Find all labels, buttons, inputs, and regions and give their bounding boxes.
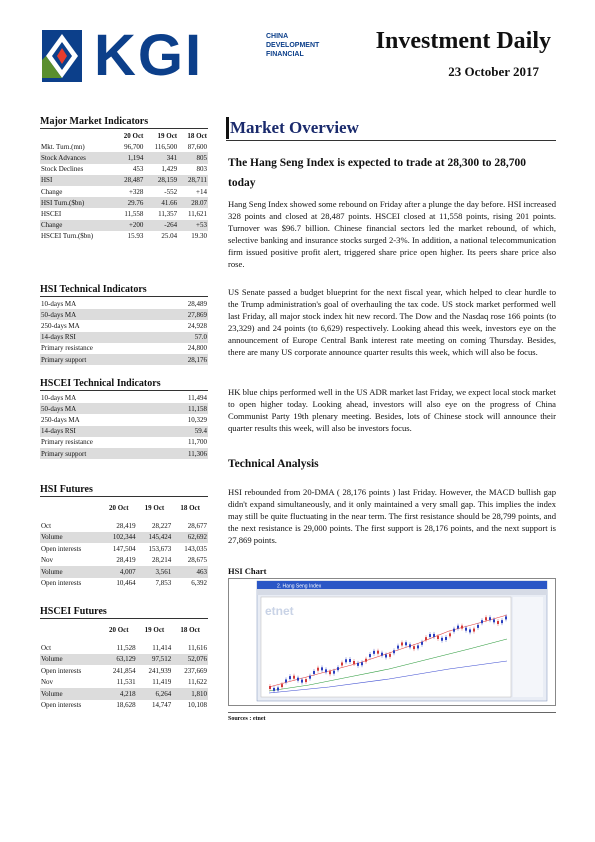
table-row [40, 677, 208, 689]
row-label: 250-days MA [41, 415, 80, 424]
column-header: 18 Oct [187, 131, 207, 140]
row-label: Nov [41, 678, 54, 687]
table-cell: 1,810 [172, 688, 208, 700]
chart-watermark: etnet [265, 604, 294, 618]
column-header: 19 Oct [144, 626, 165, 634]
table-cell: 11,414 [152, 643, 172, 652]
table-cell: 7,853 [155, 579, 172, 588]
table-cell: 102,344 [101, 532, 137, 544]
logo-wordmark: KGI [94, 23, 204, 88]
row-label: Primary resistance [41, 344, 93, 353]
row-label: Volume [40, 654, 101, 666]
table-cell: 28,227 [152, 521, 172, 530]
table-cell: 10,108 [187, 701, 207, 710]
table-row [40, 688, 208, 700]
table-cell: 153,673 [148, 544, 172, 553]
table-cell: 52,076 [172, 654, 208, 666]
row-label: HSI Turn.($bn) [40, 197, 115, 208]
table-row [40, 566, 208, 578]
table-cell: 11,531 [116, 678, 136, 687]
table-cell: +328 [128, 187, 144, 196]
hscei-technical-table [40, 392, 208, 459]
table-row [40, 220, 208, 231]
table-cell: 11,622 [188, 678, 207, 687]
hsi-chart-image [228, 578, 556, 706]
table-cell: 57.0 [160, 332, 208, 343]
table-row [40, 332, 208, 343]
table-cell: 1,194 [115, 152, 145, 163]
paragraph: HK blue chips performed well in the US ADR market last Friday, we expect local stock market to open higher today. Looking ahead, investors will also eye on the progress of China Communist Party 19th plenary meeting. Besides, lots of Chinese stock will announce their quarter results this week, will also be investors focus. [228, 387, 556, 433]
paragraph: US Senate passed a budget blueprint for the next fiscal year, which helped to clear hurdle to the Trump administration's goal of overhauling the tax code. US stock market performed well last Friday, all major stock index hit new record. The Dow and the Nasdaq rose 166 points (to 23,329) and 24 points (to 6,629) respectively. Looking ahead this week, investors eye on the announcement of Europe Central Bank interest rate meeting on coming Thursday. Besides, there are many US corporate announce quarter results this week, which will also be focus. [228, 287, 556, 357]
row-label: Open interests [41, 579, 82, 588]
hsi-chart-label: HSI Chart [228, 566, 267, 576]
table-row [40, 555, 208, 567]
table-row [40, 164, 208, 175]
table-cell: 59.4 [160, 426, 208, 437]
row-label: Volume [40, 566, 101, 578]
hsi-technical-table [40, 298, 208, 365]
table-cell: 6,264 [137, 688, 173, 700]
row-label: Open interests [41, 666, 82, 675]
table-cell: 87,600 [187, 142, 207, 151]
table-cell: 3,561 [137, 566, 173, 578]
table-cell: -552 [164, 187, 178, 196]
hscei-futures-table [40, 618, 208, 711]
row-label: 10-days MA [41, 393, 77, 402]
paragraph: HSI rebounded from 20-DMA ( 28,176 points ) last Friday. However, the MACD bullish gap didn't expand simultaneously, and it only maintained a very small gap. This implies the index may still be quite fluctuating in the near term. The first resistance should be 28,799 points, and the next resistance is 29,000 points. The first support is 28,176 points, and the next support is 27,869 points. [228, 487, 556, 545]
row-label: Primary support [40, 448, 160, 459]
table-cell: +14 [196, 187, 207, 196]
table-row [40, 208, 208, 219]
sources-note: Sources : etnet [228, 716, 266, 722]
row-label: 250-days MA [41, 321, 80, 330]
table-row [40, 665, 208, 677]
headline: The Hang Seng Index is expected to trade at 28,300 to 28,700 today [228, 157, 527, 189]
divider [226, 140, 556, 141]
row-label: Volume [40, 688, 101, 700]
major-indicators-table [40, 130, 208, 242]
hscei-futures-title: HSCEI Futures [40, 606, 107, 617]
row-label: Open interests [41, 701, 82, 710]
table-cell: 28,489 [187, 299, 207, 308]
hsi-futures-title: HSI Futures [40, 484, 93, 495]
column-header: 19 Oct [157, 131, 178, 140]
table-cell: 19.30 [191, 232, 207, 241]
table-cell: 11,621 [188, 209, 207, 218]
table-cell: 145,424 [137, 532, 173, 544]
table-cell: 63,129 [101, 654, 137, 666]
table-cell: 4,007 [101, 566, 137, 578]
divider [228, 712, 556, 713]
table-cell: 29.76 [115, 197, 145, 208]
row-label: Volume [40, 532, 101, 544]
table-cell: 11,357 [158, 209, 178, 218]
row-label: HSI [40, 175, 115, 186]
table-cell: 27,869 [160, 309, 208, 320]
table-cell: 96,700 [124, 142, 144, 151]
table-cell: 11,700 [188, 438, 207, 447]
table-row [40, 197, 208, 208]
table-row [40, 543, 208, 555]
row-label: Primary support [40, 354, 160, 365]
table-cell: 237,669 [184, 666, 207, 675]
table-row [40, 231, 208, 242]
major-indicators-title: Major Market Indicators [40, 116, 149, 127]
column-header: 20 Oct [108, 626, 129, 634]
table-row [40, 437, 208, 448]
table-cell: 116,500 [154, 142, 178, 151]
hsi-futures-table [40, 496, 208, 589]
row-label: Primary resistance [41, 438, 93, 447]
row-label: Stock Advances [40, 152, 115, 163]
row-label: Stock Declines [41, 165, 84, 174]
logo-subtitle: CHINA DEVELOPMENT FINANCIAL [266, 33, 320, 58]
row-label: 50-days MA [40, 403, 160, 414]
row-label: 14-days RSI [40, 332, 160, 343]
table-cell: 147,504 [112, 544, 136, 553]
table-cell: 24,800 [187, 344, 207, 353]
table-cell: 143,035 [184, 544, 207, 553]
row-label: Change [41, 187, 63, 196]
table-cell: 28,487 [115, 175, 145, 186]
column-header: 20 Oct [108, 504, 129, 512]
row-label: HSCEI [41, 209, 62, 218]
table-cell: 11,494 [188, 393, 207, 402]
table-row [40, 354, 208, 365]
table-cell: 10,329 [187, 415, 207, 424]
row-label: Oct [41, 521, 52, 530]
table-cell: 803 [196, 165, 207, 174]
table-row [40, 141, 208, 152]
table-cell: 97,512 [137, 654, 173, 666]
divider [40, 128, 208, 129]
row-label: 14-days RSI [40, 426, 160, 437]
table-cell: 11,528 [116, 643, 136, 652]
table-cell: 11,558 [124, 209, 144, 218]
table-row [40, 343, 208, 354]
divider [40, 390, 208, 391]
row-label: Oct [41, 643, 52, 652]
table-cell: 4,218 [101, 688, 137, 700]
hsi-technical-title: HSI Technical Indicators [40, 284, 147, 295]
table-row [40, 392, 208, 403]
row-label: Change [40, 220, 115, 231]
table-row [40, 448, 208, 459]
table-cell: 15.93 [127, 232, 144, 241]
row-label: 10-days MA [41, 299, 77, 308]
row-label: Nov [41, 556, 54, 565]
column-header: 20 Oct [123, 131, 144, 140]
table-row [40, 320, 208, 331]
table-row [40, 186, 208, 197]
table-cell: 28,711 [178, 175, 208, 186]
table-cell: 14,747 [152, 701, 172, 710]
table-cell: 11,616 [188, 643, 207, 652]
table-cell: 453 [132, 165, 144, 174]
table-cell: +53 [178, 220, 208, 231]
table-cell: 25.04 [161, 232, 178, 241]
hsi-chart-screenshot [229, 579, 555, 705]
document-date: 23 October 2017 [448, 64, 539, 79]
table-row [40, 654, 208, 666]
column-header: 18 Oct [180, 504, 200, 512]
table-cell: 28.07 [178, 197, 208, 208]
document-title: Investment Daily [375, 28, 551, 54]
table-cell: 241,939 [148, 666, 172, 675]
row-label: Open interests [41, 544, 82, 553]
table-row [40, 578, 208, 590]
column-header: 19 Oct [144, 504, 165, 512]
table-cell: 241,854 [112, 666, 136, 675]
table-cell: 28,677 [187, 521, 207, 530]
technical-analysis-title: Technical Analysis [228, 458, 319, 470]
table-cell: 10,464 [116, 579, 136, 588]
chart-window-title: 2. Hang Seng Index [277, 583, 322, 590]
row-label: 50-days MA [40, 309, 160, 320]
table-cell: 28,419 [116, 521, 136, 530]
table-row [40, 700, 208, 712]
table-cell: 62,692 [172, 532, 208, 544]
table-cell: 341 [144, 152, 178, 163]
table-row [40, 403, 208, 414]
table-cell: 11,158 [160, 403, 208, 414]
paragraph: Hang Seng Index showed some rebound on Friday after a plunge the day before. HSI increased 328 points and closed at 28,487 points. HSCEI closed at 11,558 points, rising 201 points. Turnover was $96.7 billion. Chinese financial sectors led the market rebound, of which, selective banking and insurance stocks surged 2-3%. In addition, a national telecommunication firm issued positive profit alert, triggered share price open higher. Its peers share price also rose. [228, 199, 556, 269]
table-cell: 1,429 [161, 165, 178, 174]
table-cell: 11,419 [152, 678, 172, 687]
row-label: HSCEI Turn.($bn) [41, 232, 94, 241]
table-row [40, 642, 208, 654]
table-cell: 28,675 [187, 556, 207, 565]
table-row [40, 309, 208, 320]
hscei-technical-title: HSCEI Technical Indicators [40, 378, 161, 389]
table-cell: -264 [144, 220, 178, 231]
table-row [40, 532, 208, 544]
divider [40, 296, 208, 297]
table-cell: 28,419 [116, 556, 136, 565]
table-row [40, 520, 208, 532]
table-cell: 805 [178, 152, 208, 163]
column-header: 18 Oct [180, 626, 200, 634]
table-row [40, 298, 208, 309]
table-row [40, 414, 208, 425]
table-row [40, 426, 208, 437]
table-cell: 28,214 [152, 556, 172, 565]
table-cell: 463 [172, 566, 208, 578]
market-overview-title: Market Overview [230, 118, 359, 137]
table-cell: 28,176 [160, 354, 208, 365]
kgi-logo-icon [42, 30, 82, 82]
table-cell: 6,392 [191, 579, 207, 588]
table-cell: 24,928 [187, 321, 207, 330]
table-row [40, 175, 208, 186]
row-label: Mkt. Turn.(mn) [41, 142, 85, 151]
table-cell: 41.66 [144, 197, 178, 208]
table-row [40, 152, 208, 163]
table-cell: 11,306 [160, 448, 208, 459]
table-cell: 18,628 [116, 701, 136, 710]
table-cell: 28,159 [144, 175, 178, 186]
table-cell: +200 [115, 220, 145, 231]
